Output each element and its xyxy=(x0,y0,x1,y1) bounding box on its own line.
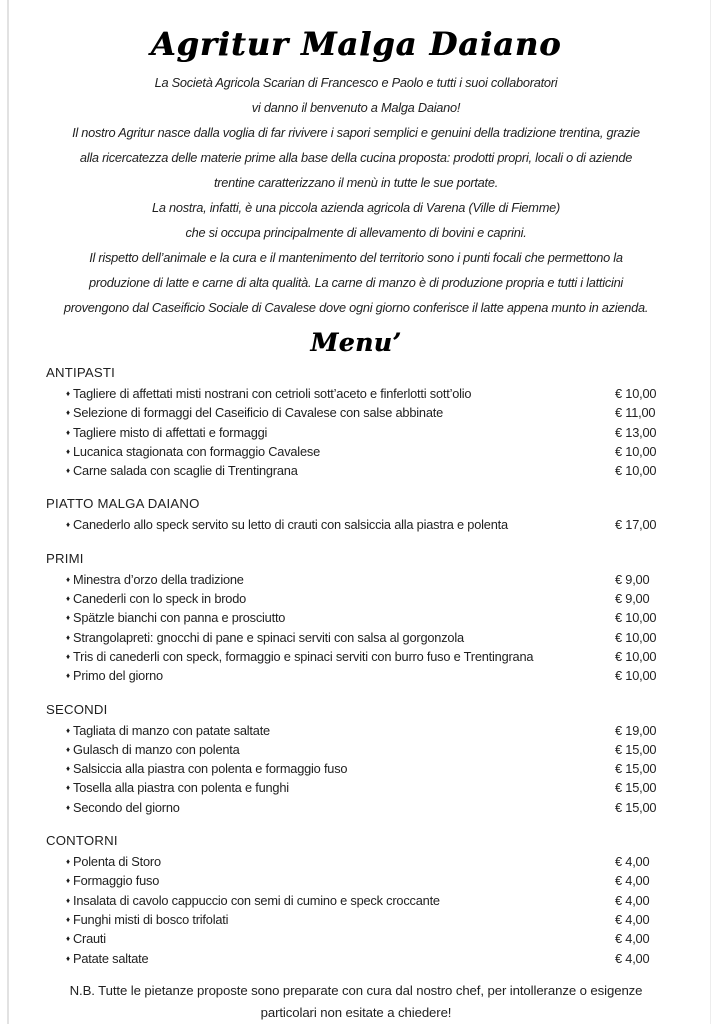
item-price: € 4,00 xyxy=(615,931,650,947)
menu-item xyxy=(24,871,688,890)
item-label: Canederli con lo speck in brodo xyxy=(73,591,247,607)
diamond-bullet-icon: ♦ xyxy=(66,446,70,456)
menu-item xyxy=(24,608,688,627)
item-price: € 10,00 xyxy=(615,629,657,645)
item-price: € 10,00 xyxy=(615,610,657,626)
menu-item xyxy=(24,891,688,910)
menu-item xyxy=(24,628,688,647)
intro-line: La Società Agricola Scarian di Francesco e Paolo e tutti i suoi collaboratori xyxy=(154,75,558,90)
item-price: € 4,00 xyxy=(615,873,650,889)
item-price: € 10,00 xyxy=(615,443,657,459)
menu-item xyxy=(24,798,688,817)
menu-item xyxy=(24,929,688,948)
item-price: € 10,00 xyxy=(615,386,657,401)
section-items xyxy=(24,384,688,480)
diamond-bullet-icon: ♦ xyxy=(66,671,70,681)
footer-line: N.B. Tutte le pietanze proposte sono preparate con cura dal nostro chef, per intolleranze o esigenze xyxy=(69,982,643,998)
item-label: Spätzle bianchi con panna e prosciutto xyxy=(73,610,286,626)
intro-line: vi danno il benvenuto a Malga Daiano! xyxy=(251,100,461,115)
diamond-bullet-icon: ♦ xyxy=(66,895,70,905)
item-price: € 15,00 xyxy=(615,780,657,796)
intro xyxy=(24,70,688,320)
menu-item xyxy=(24,778,688,797)
item-price: € 4,00 xyxy=(615,950,650,966)
item-label: Strangolapreti: gnocchi di pane e spinaci serviti con salsa al gorgonzola xyxy=(73,629,464,645)
intro-line: Il rispetto dell’animale e la cura e il mantenimento del territorio sono i punti focali che permettono la xyxy=(89,250,623,265)
menu-item xyxy=(24,721,688,740)
menu-item xyxy=(24,740,688,759)
intro-line: La nostra, infatti, è una piccola azienda agricola di Varena (Ville di Fiemme) xyxy=(151,200,560,215)
section-title: PRIMI xyxy=(46,550,84,566)
menu-item xyxy=(24,910,688,929)
item-label: Tagliata di manzo con patate saltate xyxy=(73,722,270,738)
menu-section xyxy=(24,494,688,534)
diamond-bullet-icon: ♦ xyxy=(66,427,70,437)
menu-item xyxy=(24,570,688,589)
item-price: € 10,00 xyxy=(615,463,657,479)
section-title: SECONDI xyxy=(46,701,108,717)
diamond-bullet-icon: ♦ xyxy=(66,953,70,963)
item-label: Insalata di cavolo cappuccio con semi di cumino e speck croccante xyxy=(73,892,440,908)
item-label: Lucanica stagionata con formaggio Cavalese xyxy=(73,443,320,459)
diamond-bullet-icon: ♦ xyxy=(66,857,70,867)
item-label: Tagliere misto di affettati e formaggi xyxy=(73,424,268,440)
section-items xyxy=(24,721,688,817)
diamond-bullet-icon: ♦ xyxy=(66,876,70,886)
menu-item xyxy=(24,647,688,666)
intro-line: alla ricercatezza delle materie prime alla base della cucina proposta: prodotti propri, locali o di aziende xyxy=(79,150,633,165)
item-price: € 9,00 xyxy=(615,591,650,607)
menu-item xyxy=(24,384,688,403)
diamond-bullet-icon: ♦ xyxy=(66,725,70,735)
item-price: € 13,00 xyxy=(615,424,657,440)
diamond-bullet-icon: ♦ xyxy=(66,651,70,661)
diamond-bullet-icon: ♦ xyxy=(66,594,70,604)
menu-item xyxy=(24,949,688,968)
intro-line: provengono dal Caseificio Sociale di Cavalese dove ogni giorno conferisce il latte appena munto in azienda. xyxy=(63,300,649,315)
item-price: € 17,00 xyxy=(615,517,657,533)
menu-item xyxy=(24,403,688,422)
diamond-bullet-icon: ♦ xyxy=(66,466,70,476)
intro-line: produzione di latte e carne di alta qualità. La carne di manzo è di produzione propria e tutti i latticini xyxy=(88,275,624,290)
item-price: € 15,00 xyxy=(615,741,657,757)
item-price: € 11,00 xyxy=(615,405,656,421)
item-price: € 9,00 xyxy=(615,571,650,587)
item-price: € 4,00 xyxy=(615,911,650,927)
diamond-bullet-icon: ♦ xyxy=(66,783,70,793)
menu-section xyxy=(24,363,688,480)
item-label: Polenta di Storo xyxy=(73,854,161,870)
intro-line: che si occupa principalmente di allevamento di bovini e caprini. xyxy=(185,225,527,240)
footer-note xyxy=(24,980,688,1024)
item-label: Funghi misti di bosco trifolati xyxy=(73,911,229,927)
menu-sections xyxy=(24,363,688,968)
menu-item xyxy=(24,852,688,871)
item-price: € 4,00 xyxy=(615,892,650,908)
diamond-bullet-icon: ♦ xyxy=(66,764,70,774)
section-title: CONTORNI xyxy=(46,833,118,849)
item-label: Carne salada con scaglie di Trentingrana xyxy=(73,463,298,479)
section-items xyxy=(24,570,688,686)
menu-item xyxy=(24,515,688,534)
item-price: € 10,00 xyxy=(615,668,657,684)
intro-line: Il nostro Agritur nasce dalla voglia di far rivivere i sapori semplici e genuini della tradizione trentina, grazie xyxy=(72,125,640,140)
menu-item xyxy=(24,759,688,778)
item-label: Tosella alla piastra con polenta e funghi xyxy=(73,780,289,796)
diamond-bullet-icon: ♦ xyxy=(66,520,70,530)
menu-section xyxy=(24,831,688,968)
diamond-bullet-icon: ♦ xyxy=(66,613,70,623)
item-label: Minestra d’orzo della tradizione xyxy=(73,571,244,587)
item-price: € 19,00 xyxy=(615,722,657,738)
item-price: € 4,00 xyxy=(615,854,650,870)
item-price: € 15,00 xyxy=(615,761,657,777)
diamond-bullet-icon: ♦ xyxy=(66,914,70,924)
item-label: Formaggio fuso xyxy=(73,873,160,889)
menu-item xyxy=(24,461,688,480)
item-price: € 10,00 xyxy=(615,648,657,664)
item-label: Selezione di formaggi del Caseificio di Cavalese con salse abbinate xyxy=(73,405,444,421)
diamond-bullet-icon: ♦ xyxy=(66,802,70,812)
diamond-bullet-icon: ♦ xyxy=(66,744,70,754)
diamond-bullet-icon: ♦ xyxy=(66,574,70,584)
item-label: Primo del giorno xyxy=(73,668,163,684)
diamond-bullet-icon: ♦ xyxy=(66,389,70,398)
item-label: Tris di canederli con speck, formaggio e spinaci serviti con burro fuso e Trentingrana xyxy=(73,648,534,664)
diamond-bullet-icon: ♦ xyxy=(66,934,70,944)
item-label: Secondo del giorno xyxy=(73,799,180,815)
menu-section xyxy=(24,549,688,686)
menu-item xyxy=(24,423,688,442)
menu-section xyxy=(24,700,688,817)
section-title: ANTIPASTI xyxy=(46,365,115,380)
scan-edge-left xyxy=(7,0,9,1024)
diamond-bullet-icon: ♦ xyxy=(66,632,70,642)
menu-item xyxy=(24,666,688,685)
item-label: Crauti xyxy=(73,931,106,947)
diamond-bullet-icon: ♦ xyxy=(66,408,70,418)
item-label: Salsiccia alla piastra con polenta e formaggio fuso xyxy=(73,761,348,777)
footer-line: particolari non esitate a chiedere! xyxy=(260,1004,452,1020)
section-title: PIATTO MALGA DAIANO xyxy=(46,496,200,512)
item-label: Tagliere di affettati misti nostrani con cetrioli sott’aceto e finferlotti sott’olio xyxy=(73,386,472,401)
item-label: Canederlo allo speck servito su letto di crauti con salsiccia alla piastra e polenta xyxy=(73,517,508,533)
scan-edge-right xyxy=(710,0,711,1024)
item-label: Gulasch di manzo con polenta xyxy=(73,741,240,757)
item-price: € 15,00 xyxy=(615,799,657,815)
menu-item xyxy=(24,442,688,461)
menu-item xyxy=(24,589,688,608)
section-items xyxy=(24,515,688,534)
page-title: Agritur Malga Daiano xyxy=(150,25,562,63)
menu-heading: Menu’ xyxy=(310,328,402,357)
item-label: Patate saltate xyxy=(73,950,149,966)
intro-line: trentine caratterizzano il menù in tutte le sue portate. xyxy=(213,175,499,190)
section-items xyxy=(24,852,688,968)
